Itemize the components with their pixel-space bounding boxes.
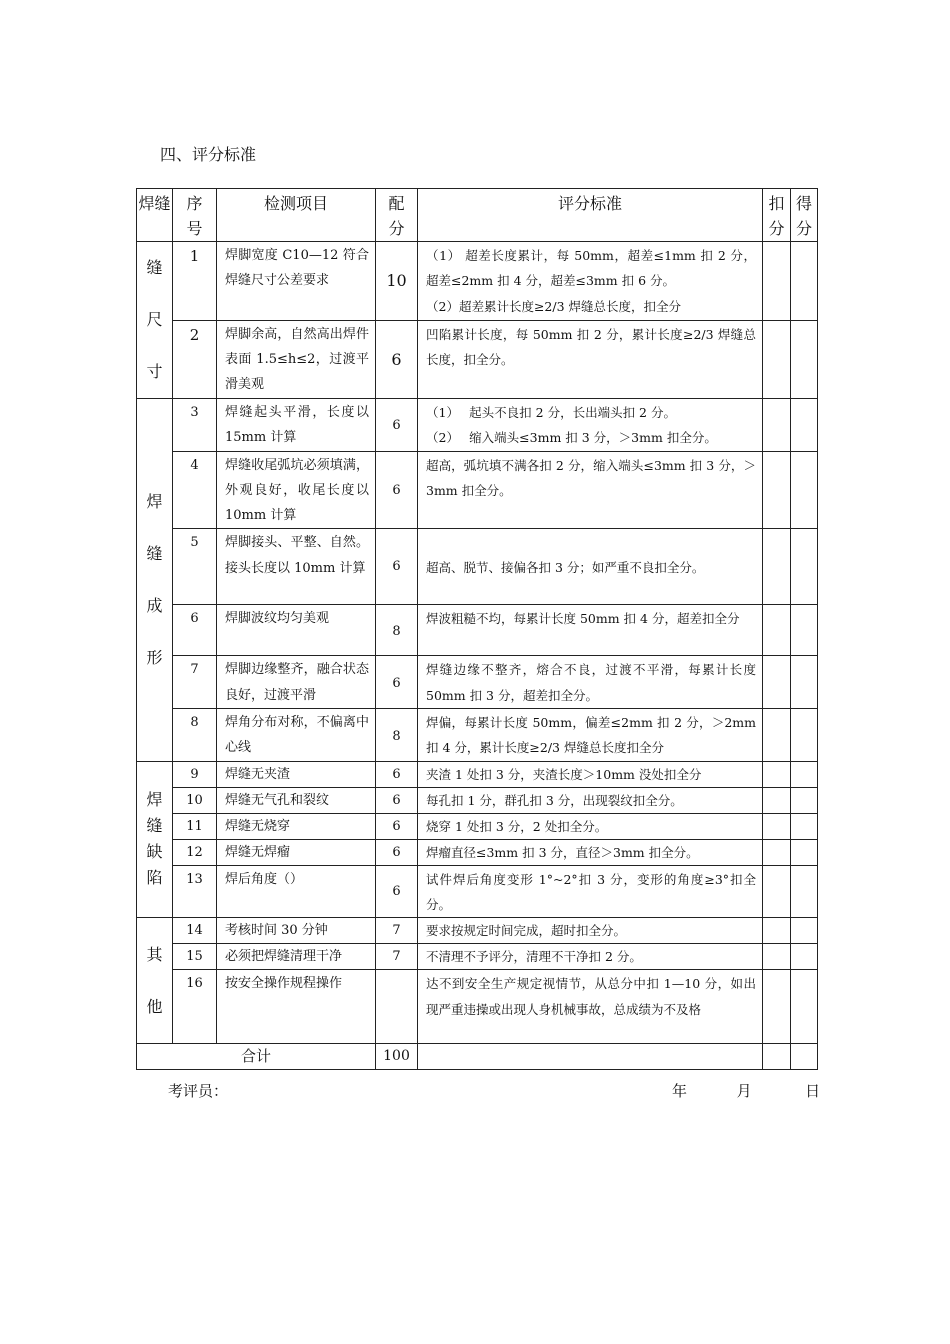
- row-score: 6: [376, 761, 418, 787]
- deduct-cell[interactable]: [763, 865, 791, 918]
- score-cell[interactable]: [791, 944, 818, 970]
- row-criteria: 焊缝边缘不整齐，熔合不良，过渡不平滑，每累计长度 50mm 扣 3 分，超差扣全分。: [418, 656, 763, 709]
- category-other: 其 他: [137, 918, 173, 1044]
- row-no: 14: [173, 918, 217, 944]
- table-row: [137, 529, 818, 605]
- deduct-cell[interactable]: [763, 529, 791, 605]
- row-no: 5: [173, 529, 217, 605]
- table-row: [137, 709, 818, 762]
- deduct-cell[interactable]: [763, 709, 791, 762]
- header-criteria: 评分标准: [418, 189, 763, 242]
- deduct-cell[interactable]: [763, 399, 791, 452]
- score-cell[interactable]: [791, 787, 818, 813]
- score-cell[interactable]: [791, 709, 818, 762]
- score-cell[interactable]: [791, 918, 818, 944]
- row-item: 焊脚接头、平整、自然。接头长度以 10mm 计算: [217, 529, 376, 605]
- row-item: 考核时间 30 分钟: [217, 918, 376, 944]
- score-cell[interactable]: [791, 451, 818, 529]
- score-cell[interactable]: [791, 761, 818, 787]
- row-no: 2: [173, 320, 217, 399]
- section-heading: 四、评分标准: [160, 145, 257, 164]
- row-score: 6: [376, 529, 418, 605]
- row-criteria: （1） 超差长度累计，每 50mm，超差≤1mm 扣 2 分，超差≤2mm 扣 4 分，超差≤3mm 扣 6 分。 （2）超差累计长度≥2/3 焊缝总长度，扣全分: [418, 242, 763, 321]
- row-item: 焊缝收尾弧坑必须填满，外观良好，收尾长度以 10mm 计算: [217, 451, 376, 529]
- row-no: 4: [173, 451, 217, 529]
- table-row: [137, 813, 818, 839]
- row-criteria: 凹陷累计长度，每 50mm 扣 2 分，累计长度≥2/3 焊缝总长度，扣全分。: [418, 320, 763, 399]
- header-row: [137, 189, 818, 242]
- scoring-table: [136, 188, 818, 1070]
- header-score: 配 分: [376, 189, 418, 242]
- row-criteria: 达不到安全生产规定视情节，从总分中扣 1—10 分，如出现严重违操或出现人身机械事故，总成绩为不及格: [418, 970, 763, 1044]
- row-criteria: （1） 起头不良扣 2 分，长出端头扣 2 分。 （2） 缩入端头≤3mm 扣 3 分，＞3mm 扣全分。: [418, 399, 763, 452]
- row-score: 6: [376, 813, 418, 839]
- row-no: 10: [173, 787, 217, 813]
- row-item: 焊脚边缘整齐，融合状态良好，过渡平滑: [217, 656, 376, 709]
- row-criteria: 不清理不予评分，清理不干净扣 2 分。: [418, 944, 763, 970]
- row-criteria: 每孔扣 1 分，群孔扣 3 分，出现裂纹扣全分。: [418, 787, 763, 813]
- row-item: 焊缝无夹渣: [217, 761, 376, 787]
- header-deduct: 扣 分: [763, 189, 791, 242]
- row-score: 6: [376, 320, 418, 399]
- row-criteria: 夹渣 1 处扣 3 分，夹渣长度＞10mm 没处扣全分: [418, 761, 763, 787]
- header-seq: 序 号: [173, 189, 217, 242]
- deduct-cell[interactable]: [763, 787, 791, 813]
- row-no: 6: [173, 605, 217, 656]
- score-cell[interactable]: [791, 529, 818, 605]
- date-line: [672, 1080, 820, 1101]
- row-score: 6: [376, 787, 418, 813]
- score-cell[interactable]: [791, 605, 818, 656]
- header-item: 检测项目: [217, 189, 376, 242]
- deduct-cell[interactable]: [763, 761, 791, 787]
- row-criteria: 试件焊后角度变形 1°~2°扣 3 分，变形的角度≥3°扣全分。: [418, 865, 763, 918]
- table-row: [137, 761, 818, 787]
- row-item: 必须把焊缝清理干净: [217, 944, 376, 970]
- deduct-cell[interactable]: [763, 970, 791, 1044]
- table-row: [137, 787, 818, 813]
- table-row: [137, 944, 818, 970]
- row-score: 6: [376, 865, 418, 918]
- row-item: 焊缝无焊瘤: [217, 839, 376, 865]
- deduct-cell[interactable]: [763, 242, 791, 321]
- row-item: 焊缝起头平滑，长度以 15mm 计算: [217, 399, 376, 452]
- header-category: 焊缝: [137, 189, 173, 242]
- header-got: 得 分: [791, 189, 818, 242]
- row-criteria: 焊偏，每累计长度 50mm，偏差≤2mm 扣 2 分，＞2mm 扣 4 分，累计长度≥2/3 焊缝总长度扣全分: [418, 709, 763, 762]
- table-row: [137, 605, 818, 656]
- deduct-cell[interactable]: [763, 918, 791, 944]
- row-item: 按安全操作规程操作: [217, 970, 376, 1044]
- table-row: [137, 918, 818, 944]
- table-row: [137, 451, 818, 529]
- row-score: 6: [376, 656, 418, 709]
- row-score: 7: [376, 918, 418, 944]
- row-no: 11: [173, 813, 217, 839]
- total-criteria-cell: [418, 1044, 763, 1070]
- category-shape: 焊 缝 成 形: [137, 399, 173, 762]
- deduct-cell[interactable]: [763, 813, 791, 839]
- row-no: 16: [173, 970, 217, 1044]
- score-cell[interactable]: [791, 1044, 818, 1070]
- table-row: [137, 242, 818, 321]
- deduct-cell[interactable]: [763, 320, 791, 399]
- score-cell[interactable]: [791, 813, 818, 839]
- row-no: 8: [173, 709, 217, 762]
- deduct-cell[interactable]: [763, 451, 791, 529]
- category-size: 缝 尺 寸: [137, 242, 173, 399]
- score-cell[interactable]: [791, 865, 818, 918]
- score-cell[interactable]: [791, 839, 818, 865]
- total-label: 合计: [137, 1044, 376, 1070]
- row-item: 焊后角度（）: [217, 865, 376, 918]
- row-score: 8: [376, 605, 418, 656]
- deduct-cell[interactable]: [763, 605, 791, 656]
- deduct-cell[interactable]: [763, 839, 791, 865]
- score-cell[interactable]: [791, 399, 818, 452]
- deduct-cell[interactable]: [763, 656, 791, 709]
- row-no: 3: [173, 399, 217, 452]
- row-no: 1: [173, 242, 217, 321]
- table-row: [137, 839, 818, 865]
- row-item: 焊脚宽度 C10—12 符合焊缝尺寸公差要求: [217, 242, 376, 321]
- row-no: 9: [173, 761, 217, 787]
- row-criteria: 要求按规定时间完成，超时扣全分。: [418, 918, 763, 944]
- score-cell[interactable]: [791, 970, 818, 1044]
- row-score: 8: [376, 709, 418, 762]
- row-criteria: 焊瘤直径≤3mm 扣 3 分，直径＞3mm 扣全分。: [418, 839, 763, 865]
- row-item: 焊缝无烧穿: [217, 813, 376, 839]
- row-no: 7: [173, 656, 217, 709]
- row-criteria: 超高、脱节、接偏各扣 3 分；如严重不良扣全分。: [418, 529, 763, 605]
- score-cell[interactable]: [791, 656, 818, 709]
- row-criteria: 烧穿 1 处扣 3 分，2 处扣全分。: [418, 813, 763, 839]
- row-item: 焊脚波纹均匀美观: [217, 605, 376, 656]
- table-row: [137, 656, 818, 709]
- deduct-cell[interactable]: [763, 1044, 791, 1070]
- table-row: [137, 320, 818, 399]
- row-score: 10: [376, 242, 418, 321]
- table-row: [137, 865, 818, 918]
- row-no: 12: [173, 839, 217, 865]
- row-score: [376, 970, 418, 1044]
- row-item: 焊角分布对称，不偏离中心线: [217, 709, 376, 762]
- score-cell[interactable]: [791, 242, 818, 321]
- year-label: 年: [672, 1082, 688, 1100]
- row-score: 6: [376, 451, 418, 529]
- row-item: 焊缝无气孔和裂纹: [217, 787, 376, 813]
- row-score: 6: [376, 399, 418, 452]
- table-row: [137, 399, 818, 452]
- row-criteria: 焊波粗糙不均，每累计长度 50mm 扣 4 分，超差扣全分: [418, 605, 763, 656]
- examiner-label: 考评员：: [168, 1082, 229, 1100]
- score-cell[interactable]: [791, 320, 818, 399]
- row-criteria: 超高，弧坑填不满各扣 2 分，缩入端头≤3mm 扣 3 分，＞3mm 扣全分。: [418, 451, 763, 529]
- category-defect: 焊 缝 缺 陷: [137, 761, 173, 918]
- row-no: 13: [173, 865, 217, 918]
- row-no: 15: [173, 944, 217, 970]
- row-score: 6: [376, 839, 418, 865]
- total-row: [137, 1044, 818, 1070]
- day-label: 日: [805, 1082, 821, 1100]
- deduct-cell[interactable]: [763, 944, 791, 970]
- table-row: [137, 970, 818, 1044]
- month-label: 月: [736, 1082, 752, 1100]
- row-item: 焊脚余高，自然高出焊件表面 1.5≤h≤2，过渡平滑美观: [217, 320, 376, 399]
- total-value: 100: [376, 1044, 418, 1070]
- row-score: 7: [376, 944, 418, 970]
